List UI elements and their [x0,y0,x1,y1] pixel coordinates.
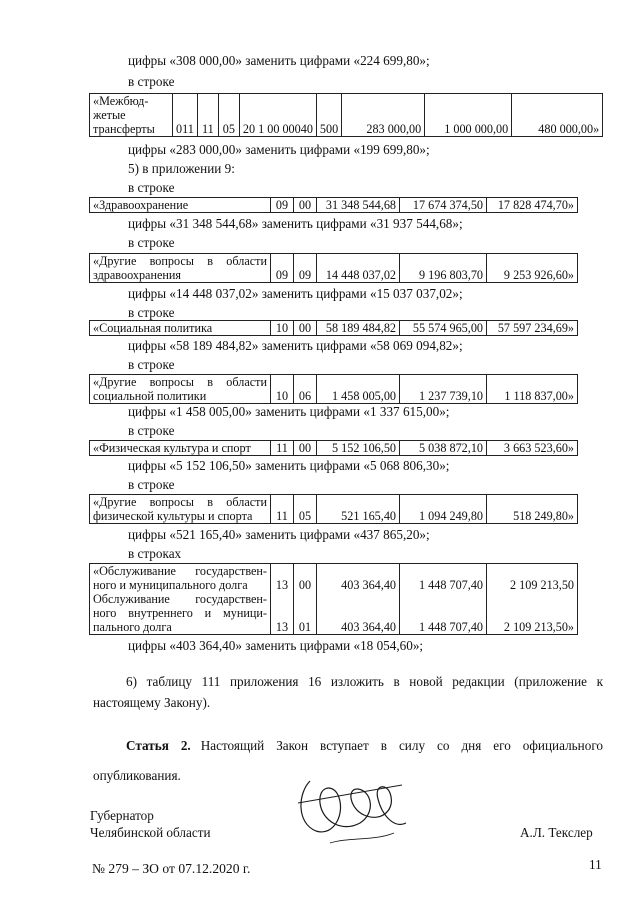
budget-table [89,494,578,524]
text-line: в строках [128,546,182,561]
table-cell: 13 [271,592,294,635]
text-line: цифры «5 152 106,50» заменить цифрами «5 068 806,30»; [128,458,450,473]
handwritten-signature [290,763,410,858]
page-number: 11 [589,857,602,872]
table-row [90,375,578,404]
text-line: в строке [128,74,175,89]
governor-title: Губернатор Челябинской области [90,808,211,840]
table-row [90,254,578,283]
table-cell-name: «Социальная политика [90,321,271,336]
table-cell-value: 17 674 374,50 [400,198,487,213]
text-line: цифры «1 458 005,00» заменить цифрами «1 337 615,00»; [128,404,450,419]
text-line: цифры «283 000,00» заменить цифрами «199 699,80»; [128,142,430,157]
table-cell-value: 55 574 965,00 [400,321,487,336]
text-line: в строке [128,180,175,195]
article-label: Статья 2. [126,738,191,753]
table-cell-name: Обслуживание государствен- ного внутреннего и муници- пального долга [90,592,271,635]
table-cell-value: 9 253 926,60» [487,254,578,283]
table-cell-value: 5 038 872,10 [400,441,487,456]
table-cell: 00 [294,321,317,336]
table-cell: 05 [218,94,239,137]
text-line: в строке [128,235,175,250]
table-row [90,198,578,213]
table-row [90,592,578,635]
table-cell: 05 [294,495,317,524]
table-cell: 09 [271,198,294,213]
table-cell-value: 17 828 474,70» [487,198,578,213]
table-cell-value: 2 109 213,50» [487,592,578,635]
table-cell-name: «Здравоохранение [90,198,271,213]
table-cell: 11 [197,94,218,137]
table-cell-value: 2 109 213,50 [487,564,578,593]
budget-table [89,374,578,404]
item-6-paragraph: 6) таблицу 111 приложения 16 изложить в новой редакции (приложение к настоящему Закону). [93,674,603,710]
text-line: цифры «31 348 544,68» заменить цифрами «31 937 544,68»; [128,216,463,231]
table-cell-name: «Другие вопросы в области физической культуры и спорта [90,495,271,524]
text-line: цифры «521 165,40» заменить цифрами «437 865,20»; [128,527,430,542]
table-cell-name: «Другие вопросы в области здравоохранения [90,254,271,283]
table-row [90,321,578,336]
table-cell: 11 [271,441,294,456]
table-cell: 01 [294,592,317,635]
table-cell-name: «Межбюд- жетые трансферты [90,94,173,137]
table-row [90,495,578,524]
table-row [90,441,578,456]
table-cell-value: 1 094 249,80 [400,495,487,524]
table-cell-value: 1 118 837,00» [487,375,578,404]
text-line: 5) в приложении 9: [128,161,235,176]
table-cell: 00 [294,441,317,456]
table-cell: 09 [271,254,294,283]
budget-table [89,93,603,137]
table-cell-value: 1 000 000,00 [425,94,512,137]
table-cell-name: «Физическая культура и спорт [90,441,271,456]
text-line: в строке [128,305,175,320]
governor-name: А.Л. Текслер [520,825,593,840]
budget-table [89,253,578,283]
table-cell: 10 [271,375,294,404]
law-number: № 279 – ЗО от 07.12.2020 г. [92,861,251,876]
text-line: в строке [128,423,175,438]
table-cell: 10 [271,321,294,336]
table-cell-value: 58 189 484,82 [317,321,400,336]
table-cell: 11 [271,495,294,524]
table-cell: 20 1 00 00040 [239,94,316,137]
table-cell-value: 518 249,80» [487,495,578,524]
table-row [90,94,603,137]
table-cell: 00 [294,198,317,213]
table-cell-value: 521 165,40 [317,495,400,524]
table-cell: 09 [294,254,317,283]
text-line: цифры «308 000,00» заменить цифрами «224 699,80»; [128,53,430,68]
text-line: цифры «58 189 484,82» заменить цифрами «58 069 094,82»; [128,338,463,353]
table-cell-value: 31 348 544,68 [317,198,400,213]
article-text: Настоящий Закон вступает в силу со дня его официального опубликования. [93,738,603,783]
text-line: цифры «403 364,40» заменить цифрами «18 054,60»; [128,638,424,653]
table-cell: 13 [271,564,294,593]
table-cell-value: 1 458 005,00 [317,375,400,404]
table-cell-value: 480 000,00» [512,94,603,137]
text-line: цифры «14 448 037,02» заменить цифрами «15 037 037,02»; [128,286,463,301]
text-line: в строке [128,357,175,372]
table-cell-value: 1 237 739,10 [400,375,487,404]
table-cell-value: 1 448 707,40 [400,564,487,593]
table-cell-value: 14 448 037,02 [317,254,400,283]
table-cell-value: 5 152 106,50 [317,441,400,456]
budget-table [89,320,578,336]
table-row [90,564,578,593]
table-cell-name: «Другие вопросы в области социальной политики [90,375,271,404]
table-cell-value: 283 000,00 [342,94,425,137]
table-cell-value: 1 448 707,40 [400,592,487,635]
budget-table [89,563,578,635]
table-cell: 500 [316,94,341,137]
table-cell-name: «Обслуживание государствен- ного и муниципального долга [90,564,271,593]
table-cell: 00 [294,564,317,593]
budget-table [89,197,578,213]
table-cell-value: 403 364,40 [317,564,400,593]
table-cell-value: 3 663 523,60» [487,441,578,456]
table-cell-value: 403 364,40 [317,592,400,635]
table-cell-value: 57 597 234,69» [487,321,578,336]
budget-table [89,440,578,456]
table-cell: 06 [294,375,317,404]
table-cell-value: 9 196 803,70 [400,254,487,283]
text-line: в строке [128,477,175,492]
table-cell: 011 [173,94,198,137]
